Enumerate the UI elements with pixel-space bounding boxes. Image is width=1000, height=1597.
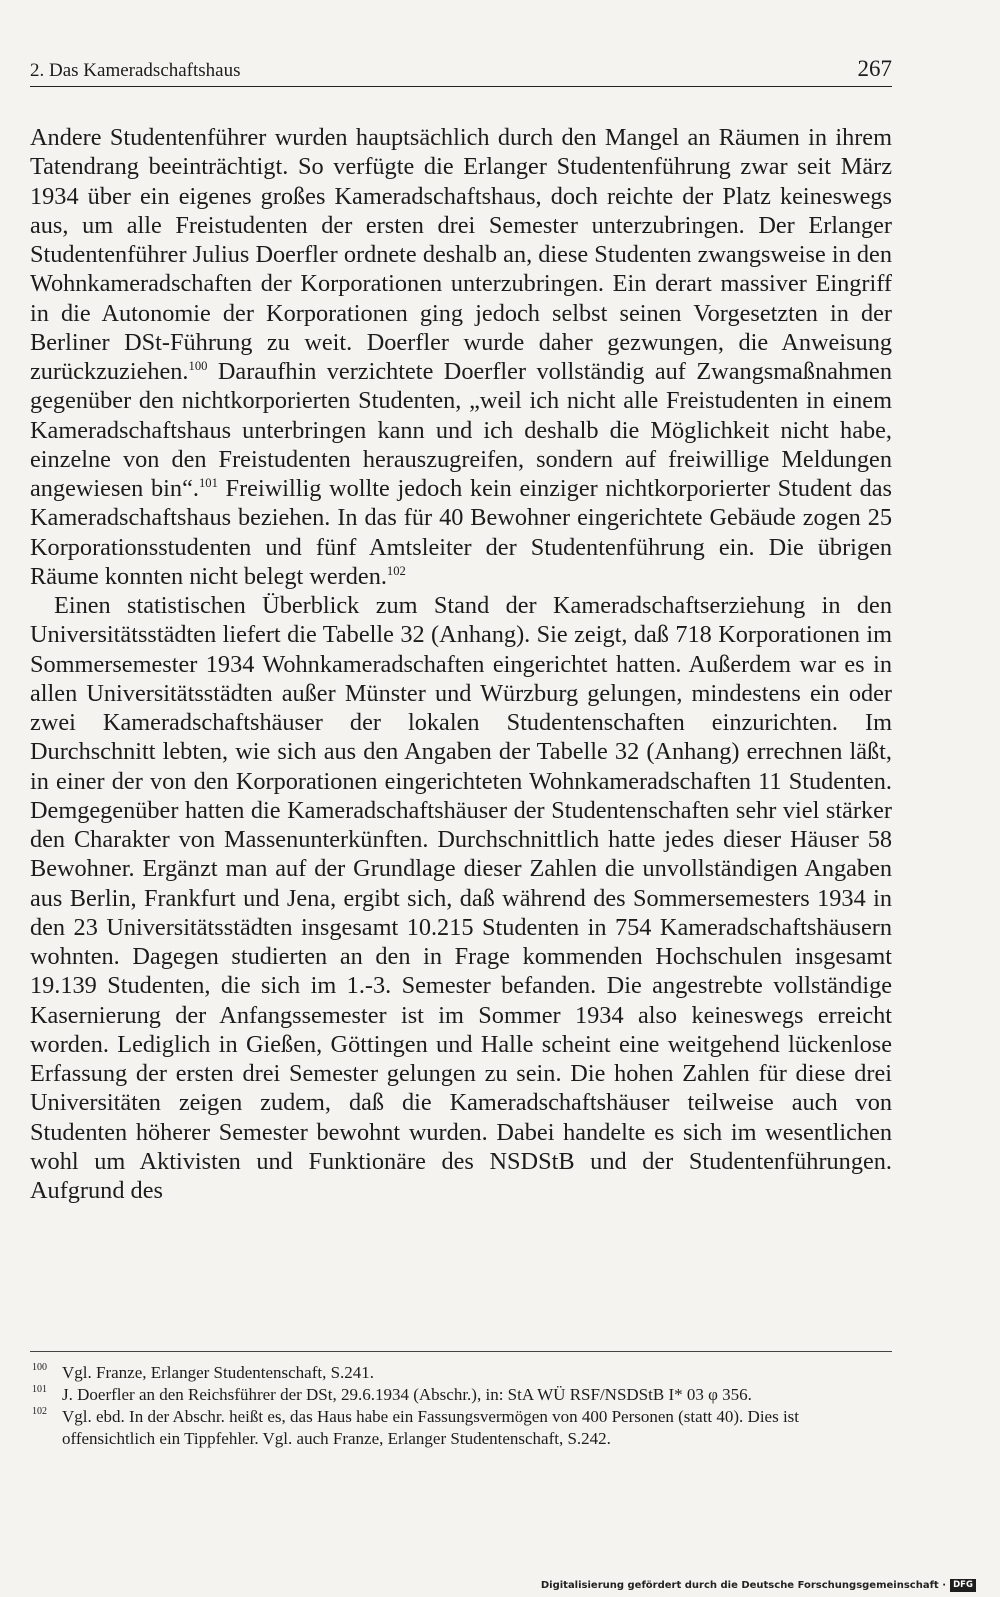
running-header xyxy=(30,56,892,87)
footnote xyxy=(30,1384,892,1406)
footnote-number: 101 xyxy=(32,1384,47,1395)
paragraph-text: Freiwillig wollte jedoch kein einziger nichtkorporierter Student das Kameradschaftshaus beziehen. In das für 40 Bewohner eingerichtete Gebäude zogen 25 Korporationsstudenten und fünf Amtsleiter der Studentenführung ein. Die übrigen Räume konnten nicht belegt werden. xyxy=(30,475,892,590)
footnote xyxy=(30,1406,892,1450)
footnote-number: 102 xyxy=(32,1406,47,1417)
footnote-ref: 101 xyxy=(198,475,218,490)
paragraph-text: Andere Studentenführer wurden hauptsächlich durch den Mangel an Räumen in ihrem Tatendrang beeinträchtigt. So verfügte die Erlanger Studentenführung zwar seit März 1934 über ein eigenes großes Kameradschaftshaus, doch reichte der Platz keineswegs aus, um alle Freistudenten der ersten drei Semester unterzubringen. Der Erlanger Studentenführer Julius Doerfler ordnete deshalb an, diese Studenten zwangsweise in den Wohnkameradschaften der Korporationen unterzubringen. Ein derart massiver Eingriff in die Autonomie der Korporationen ging jedoch selbst seinen Vorgesetzten in der Berliner DSt-Führung zu weit. Doerfler wurde daher gezwungen, die Anweisung zurückzuziehen. xyxy=(30,124,892,385)
footnote-number: 100 xyxy=(32,1362,47,1373)
paragraph-text: Daraufhin verzichtete Doerfler vollständig auf Zwangsmaßnahmen gegenüber den nichtkorporierten Studenten, „weil ich nicht alle Freistudenten in einem Kameradschaftshaus unterbringen kann und ich deshalb die Möglichkeit nicht habe, einzelne von den Freistudenten herauszugreifen, sondern auf freiwillige Meldungen angewiesen bin“. xyxy=(30,358,892,502)
paragraph xyxy=(30,591,892,1205)
footnote-text: J. Doerfler an den Reichsführer der DSt, 29.6.1934 (Abschr.), in: StA WÜ RSF/NSDStB I* 03 φ 356. xyxy=(62,1385,752,1404)
paragraph xyxy=(30,123,892,591)
dfg-logo: DFG xyxy=(950,1579,976,1592)
body-text xyxy=(30,123,892,1205)
paragraph-text: Einen statistischen Überblick zum Stand der Kameradschaftserziehung in den Universitätsstädten liefert die Tabelle 32 (Anhang). Sie zeigt, daß 718 Korporationen im Sommersemester 1934 Wohnkameradschaften eingerichtet hatten. Außerdem war es in allen Universitätsstädten außer Münster und Würzburg gelungen, mindestens ein oder zwei Kameradschaftshäuser der lokalen Studentenschaften einzurichten. Im Durchschnitt lebten, wie sich aus den Angaben der Tabelle 32 (Anhang) errechnen läßt, in einer der von den Korporationen eingerichteten Wohnkameradschaften 11 Studenten. Demgegenüber hatten die Kameradschaftshäuser der Studentenschaften sehr viel stärker den Charakter von Massenunterkünften. Durchschnittlich hatte jedes dieser Häuser 58 Bewohner. Ergänzt man auf der Grundlage dieser Zahlen die unvollständigen Angaben aus Berlin, Frankfurt und Jena, ergibt sich, daß während des Sommersemesters 1934 in den 23 Universitätsstädten insgesamt 10.215 Studenten in 754 Kameradschaftshäusern wohnten. Dagegen studierten an den in Frage kommenden Hochschulen insgesamt 19.139 Studenten, die sich im 1.-3. Semester befanden. Die angestrebte vollständige Kasernierung der Anfangssemester ist im Sommer 1934 also keineswegs erreicht worden. Lediglich in Gießen, Göttingen und Halle scheint eine weitgehend lückenlose Erfassung der ersten drei Semester gelungen zu sein. Die hohen Zahlen für diese drei Universitäten zeigen zudem, daß die Kameradschaftshäuser teilweise auch von Studenten höherer Semester bewohnt wurden. Dabei handelte es sich im wesentlichen wohl um Aktivisten und Funktionäre des NSDStB und der Studentenführungen. Aufgrund des xyxy=(30,592,892,1204)
footnote-ref: 100 xyxy=(188,358,208,373)
running-title: 2. Das Kameradschaftshaus xyxy=(30,60,241,81)
footnote-text: Vgl. Franze, Erlanger Studentenschaft, S.241. xyxy=(62,1363,375,1382)
footnote-ref: 102 xyxy=(386,563,406,578)
footnotes xyxy=(30,1351,892,1450)
footnote xyxy=(30,1362,892,1384)
footnote-text: Vgl. ebd. In der Abschr. heißt es, das Haus habe ein Fassungsvermögen von 400 Personen (statt 40). Dies ist offensichtlich ein Tippfehler. Vgl. auch Franze, Erlanger Studentenschaft, S.242. xyxy=(62,1407,800,1448)
digitization-note: Digitalisierung gefördert durch die Deutsche Forschungsgemeinschaft · xyxy=(540,1580,946,1591)
page-number: 267 xyxy=(857,56,892,81)
